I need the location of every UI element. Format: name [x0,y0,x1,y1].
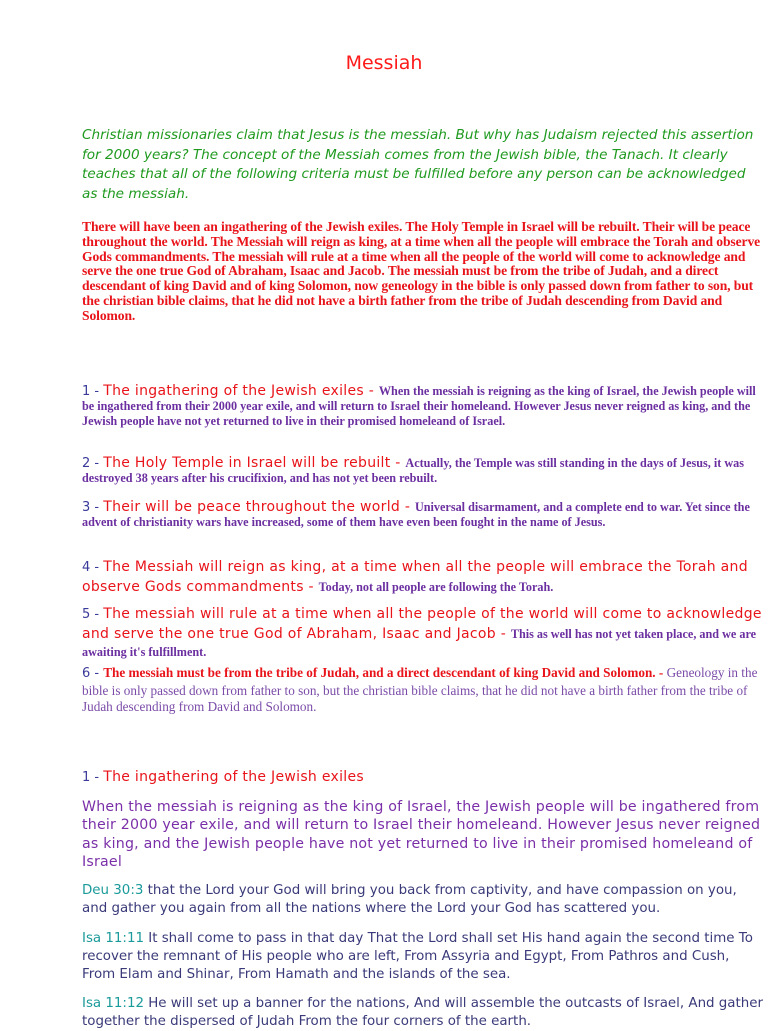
item-heading: The messiah will rule at a time when all the people of the world will come to acknowledge and serve the one true God of Abraham, Isaac and Jacob [82,606,762,642]
verse-text: that the Lord your God will bring you back from captivity, and have compassion on you, and gather you again from all the nations where the Lord your God has scattered you. [82,883,737,917]
verse-text: It shall come to pass in that day That the Lord shall set His hand again the second time To recover the remnant of His people who are left, From Assyria and Egypt, From Pathros and Cush, From Elam and Shinar, From Hamath and the islands of the sea. [82,931,753,983]
item-separator: - [390,455,406,471]
item-separator: - [655,665,667,680]
intro-paragraph: Christian missionaries claim that Jesus is the messiah. But why has Judaism rejected this assertion for 2000 years? The concept of the Messiah comes from the Jewish bible, the Tanach. It clearly teaches that all of the following criteria must be fulfilled before any person can be acknowledged as the messiah. [82,127,754,202]
item-heading: The messiah must be from the tribe of Judah, and a direct descendant of king David and Solomon. [103,665,656,680]
item-description: Actually, the Temple was still standing in the days of Jesus, it was destroyed 38 years after his crucifixion, and has not yet been rebuilt. [82,456,744,486]
item-number: 2 - [82,456,104,471]
item-heading: Their will be peace throughout the world [103,499,401,515]
scripture-verse [82,882,766,918]
item-separator: - [364,383,379,399]
item-description: Universal disarmament, and a complete end to war. Yet since the advent of christianity wars have increased, some of them have even been fought in the name of Jesus. [82,500,750,530]
item-number: 6 - [82,666,104,681]
item-separator: - [400,499,415,515]
item-separator: - [495,625,511,642]
page-title: Messiah [345,52,423,74]
verse-reference: Isa 11:12 [82,996,144,1011]
criteria-summary: There will have been an ingathering of the Jewish exiles. The Holy Temple in Israel will be rebuilt. Their will be peace throughout the world. The Messiah will reign as king, at a time when all the people will embrace the Torah and observe Gods commandments. The messiah will rule at a time when all the people of the world will come to acknowledge and serve the one true God of Abraham, Isaac and Jacob. The messiah must be from the tribe of Judah, and a direct descendant of king David and of king Solomon, now geneology in the bible is only passed down from father to son, but the christian bible claims, that he did not have a birth father from the tribe of Judah descending from David and Solomon. [82,219,761,323]
item-heading: The Holy Temple in Israel will be rebuilt [103,455,391,471]
item-separator: - [303,578,319,595]
scripture-verse [82,930,766,985]
item-heading: The ingathering of the Jewish exiles [103,383,364,399]
scripture-verse [82,995,766,1031]
criterion-item [82,558,766,596]
criterion-item [82,384,766,428]
criterion-item [82,456,766,486]
verse-reference: Deu 30:3 [82,883,144,898]
criterion-item [82,500,766,530]
section-body: When the messiah is reigning as the king of Israel, the Jewish people will be ingathered from their 2000 year exile, and will return to Israel their homeleand. However Jesus never reigned as king, and the Jewish people have not yet returned to live in their promised homeleand of Israel [82,799,761,870]
section-heading [82,769,364,785]
item-heading: The Messiah will reign as king, at a time when all the people will embrace the Torah and observe Gods commandments [82,559,748,595]
item-number: 4 - [82,560,104,575]
item-number: 3 - [82,500,104,515]
item-description: Today, not all people are following the Torah. [318,579,554,594]
item-number: 1 - [82,384,104,399]
section-title: The ingathering of the Jewish exiles [103,769,364,785]
criterion-item [82,605,766,662]
section-number: 1 - [82,770,104,785]
item-description: This as well has not yet taken place, and we are awaiting it's fulfillment. [82,626,757,659]
item-description: When the messiah is reigning as the king of Israel, the Jewish people will be ingathered from their 2000 year exile, and will return to Israel their homeleand. However Jesus never reigned as king, and the Jewish people have not yet returned to live in their promised homeleand of Israel. [82,384,756,428]
verse-reference: Isa 11:11 [82,931,144,946]
item-number: 5 - [82,607,104,622]
verse-text: He will set up a banner for the nations, And will assemble the outcasts of Israel, And gather together the dispersed of Judah From the four corners of the earth. [82,996,763,1030]
item-description: Geneology in the bible is only passed down from father to son, but the christian bible claims, that he did not have a birth father from the tribe of Judah descending from David and Solomon. [82,665,758,714]
criterion-item [82,665,766,716]
